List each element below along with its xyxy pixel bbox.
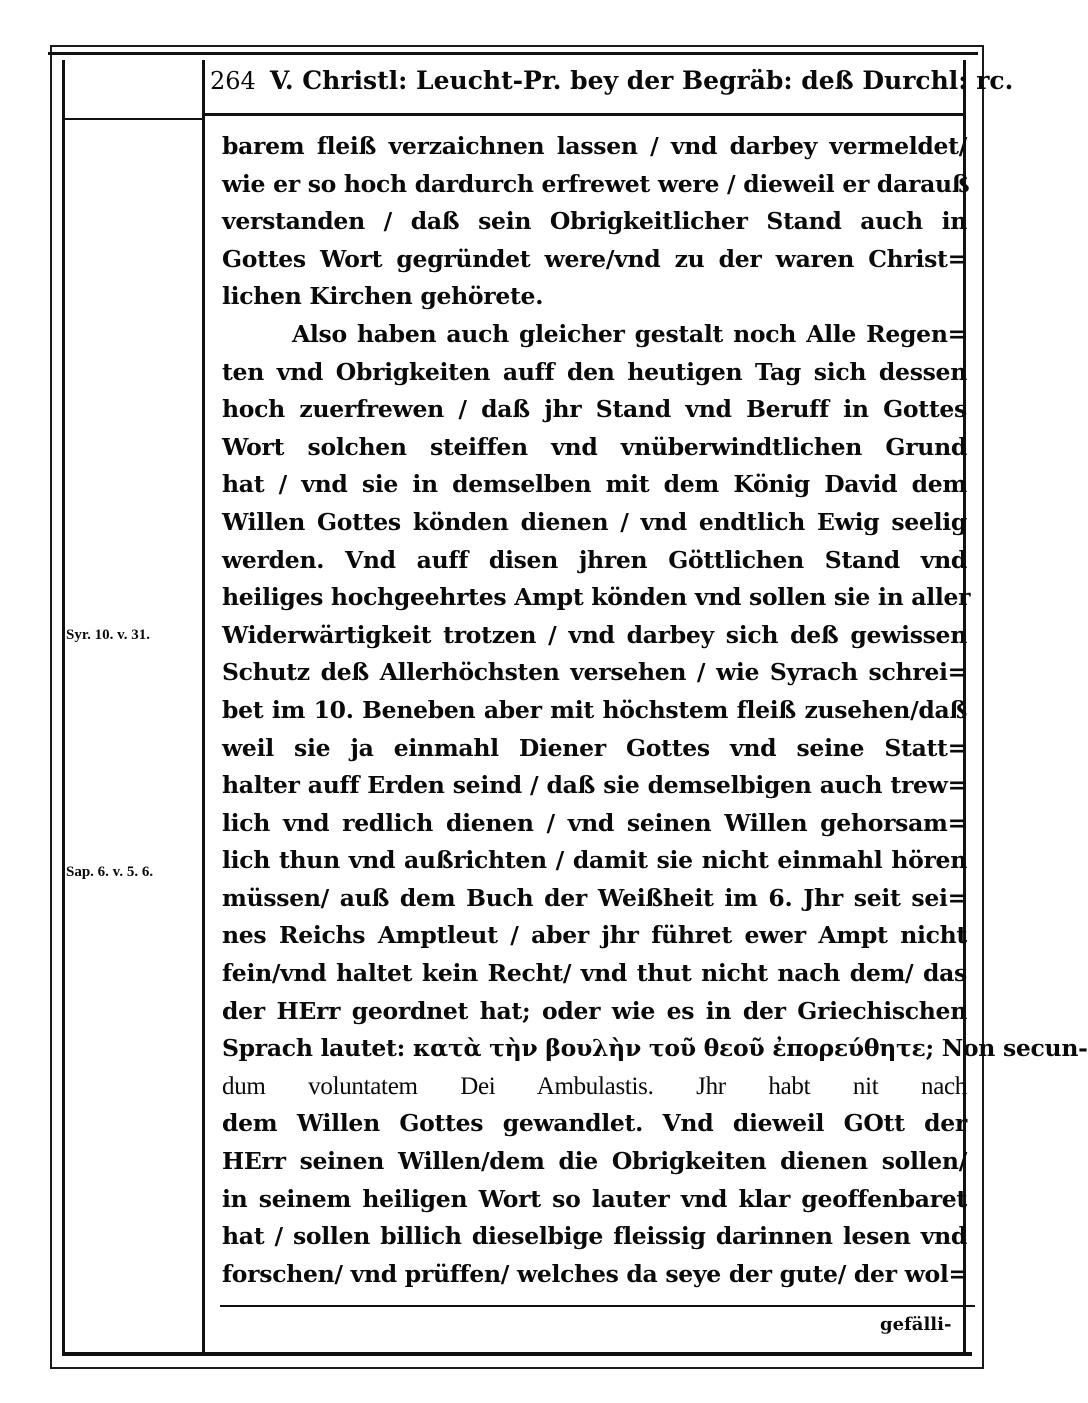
text-line: Willen Gottes könden dienen / vnd endtlich Ewig seelig xyxy=(222,507,967,536)
text-line: hoch zuerfrewen / daß jhr Stand vnd Beruff in Gottes xyxy=(222,395,967,424)
text-line: forschen/ vnd prüffen/ welches da seye der gute/ der wol= xyxy=(222,1259,968,1288)
running-title: V. Christl: Leucht-Pr. bey der Begräb: deß Durchl: rc. xyxy=(269,66,1014,95)
text-line: der HErr geordnet hat; oder wie es in der Griechischen xyxy=(222,996,967,1025)
text-line: Sprach lautet: κατὰ τὴν βουλὴν τοῦ θεοῦ ἐπορεύθητε; Non secun- xyxy=(222,1034,1088,1063)
text-line: werden. Vnd auff disen jhren Göttlichen Stand vnd xyxy=(222,545,967,574)
text-line-latin: dum voluntatem Dei Ambulastis. Jhr habt nit nach xyxy=(222,1072,967,1100)
page-number: 264 xyxy=(210,67,256,95)
margin-note-syrach: Syr. 10. v. 31. xyxy=(66,627,151,643)
text-line: hat / vnd sie in demselben mit dem König David dem xyxy=(222,470,967,499)
body-text xyxy=(222,128,1088,1293)
text-line: Gottes Wort gegründet were/vnd zu der waren Christ= xyxy=(222,244,967,273)
header-underline xyxy=(205,113,965,116)
text-line: Wort solchen steiffen vnd vnüberwindtlichen Grund xyxy=(222,432,967,461)
text-line: lich vnd redlich dienen / vnd seinen Willen gehorsam= xyxy=(222,808,967,837)
text-line: weil sie ja einmahl Diener Gottes vnd seine Statt= xyxy=(222,733,967,762)
text-line: fein/vnd haltet kein Recht/ vnd thut nicht nach dem/ das xyxy=(222,959,967,988)
text-line: Also haben auch gleicher gestalt noch Alle Regen= xyxy=(292,319,967,348)
margin-column-rule xyxy=(202,60,205,1355)
text-bottom-rule xyxy=(220,1305,975,1307)
outer-left-rule xyxy=(62,60,65,1355)
page-bottom-rule xyxy=(62,1352,972,1356)
text-line: ten vnd Obrigkeiten auff den heutigen Tag sich dessen xyxy=(222,357,967,386)
top-rule xyxy=(48,52,978,55)
text-line: heiliges hochgeehrtes Ampt könden vnd sollen sie in aller xyxy=(222,583,971,612)
text-line: wie er so hoch dardurch erfrewet were / dieweil er darauß xyxy=(222,169,970,198)
running-head xyxy=(210,66,1014,106)
catchword: gefälli- xyxy=(880,1314,952,1335)
text-line: bet im 10. Beneben aber mit höchstem fleiß zusehen/daß xyxy=(222,695,967,724)
text-line: lich thun vnd außrichten / damit sie nicht einmahl hören xyxy=(222,846,967,875)
text-line: dem Willen Gottes gewandlet. Vnd dieweil GOtt der xyxy=(222,1109,967,1138)
text-line: nes Reichs Amptleut / aber jhr führet ewer Ampt nicht xyxy=(222,921,967,950)
text-line: in seinem heiligen Wort so lauter vnd klar geoffenbaret xyxy=(222,1184,967,1213)
text-line: halter auff Erden seind / daß sie demselbigen auch trew= xyxy=(222,771,967,800)
text-line: hat / sollen billich dieselbige fleissig darinnen lesen vnd xyxy=(222,1222,967,1251)
text-line: verstanden / daß sein Obrigkeitlicher Stand auch in xyxy=(222,207,967,236)
text-line: HErr seinen Willen/dem die Obrigkeiten dienen sollen/ xyxy=(222,1147,967,1176)
text-line: barem fleiß verzaichnen lassen / vnd darbey vermeldet/ xyxy=(222,132,967,160)
text-line: müssen/ auß dem Buch der Weißheit im 6. Jhr seit sei= xyxy=(222,883,967,912)
text-line: Widerwärtigkeit trotzen / vnd darbey sich deß gewissen xyxy=(222,620,967,649)
margin-note-sapientia: Sap. 6. v. 5. 6. xyxy=(66,864,154,880)
text-line: lichen Kirchen gehörete. xyxy=(222,282,544,311)
margin-header-rule xyxy=(62,118,204,120)
text-line: Schutz deß Allerhöchsten versehen / wie Syrach schrei= xyxy=(222,658,967,687)
